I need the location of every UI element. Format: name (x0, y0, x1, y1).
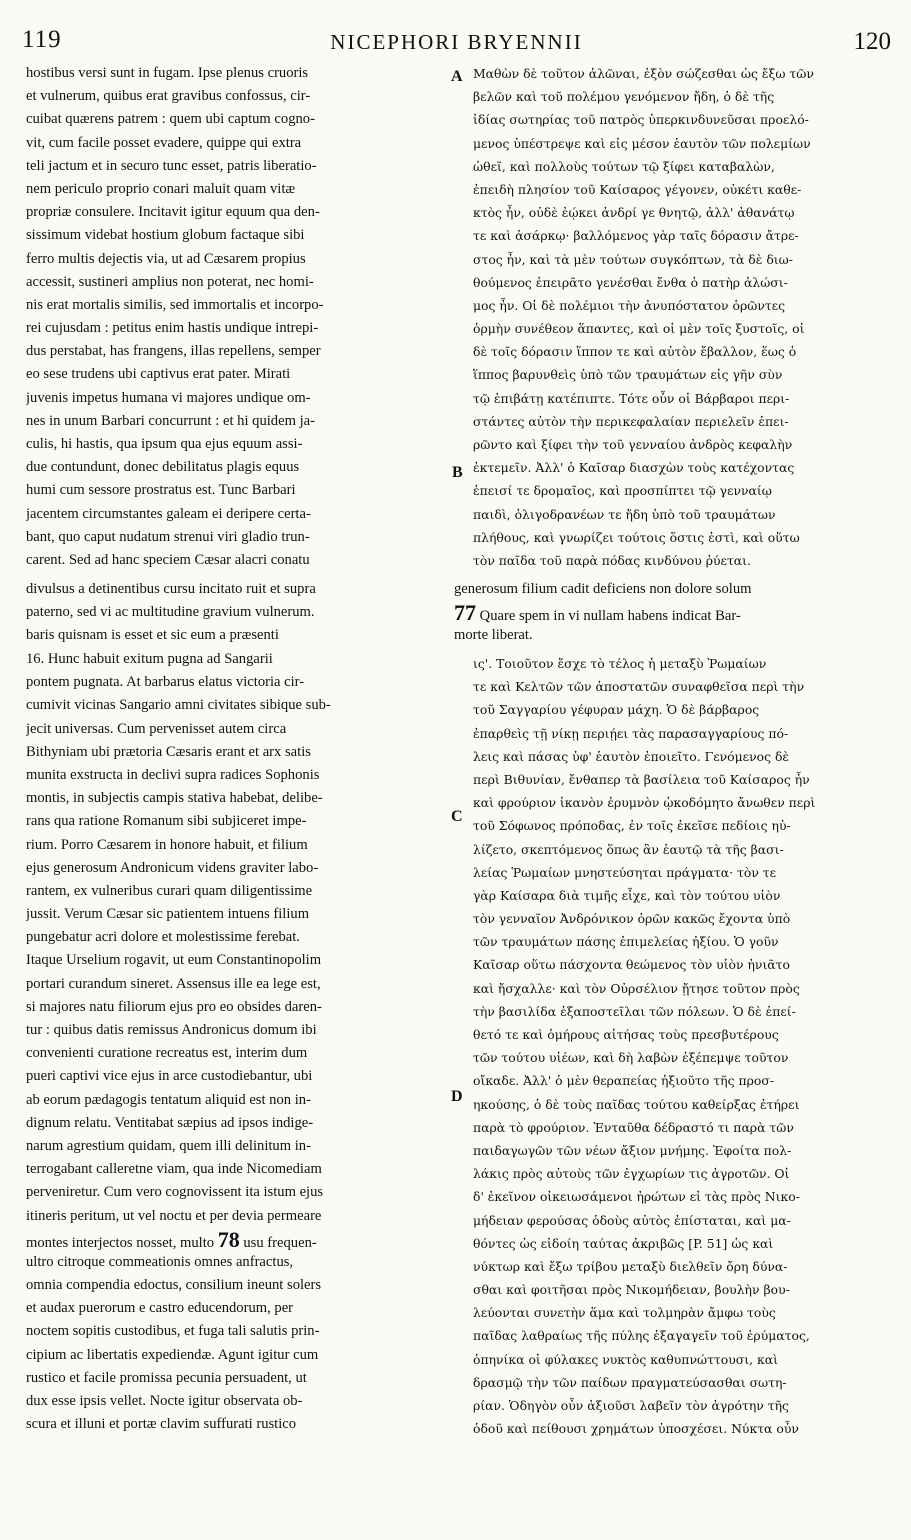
latin-bottom-line: scura et illuni et portæ clavim suffurati rustico (26, 1416, 297, 1433)
latin-bottom-line: si majores natu filiorum ejus pro eo obsides daren- (26, 998, 322, 1015)
page-number-right: 120 (853, 28, 891, 55)
latin-bottom-line: cipium ac libertatis expediendæ. Agunt igitur cum (26, 1346, 319, 1363)
latin-top-line: teli jactum et in securo tunc esset, patris liberatio- (26, 157, 317, 174)
transition-line-3-left: baris quisnam is esset et sic eum a præsenti (26, 627, 279, 643)
greek-top-line: Μαθὼν δὲ τοῦτον ἁλῶναι, ἐξὸν σώζεσθαι ὡς ἔξω τῶν (473, 66, 814, 81)
latin-top-line: nem periculo proprio conari maluit quam vitæ (26, 180, 296, 197)
latin-top-line: dus perstabat, has frangens, illas repellens, semper (26, 343, 321, 360)
greek-bottom-line: νύκτωρ καὶ ἔξω τρίβου μεταξὺ διελθεῖν ὄρη δύνα- (473, 1258, 788, 1274)
latin-top-line: propriæ consulere. Incitavit igitur equum qua den- (26, 204, 320, 221)
latin-bottom-line: Bithyniam ubi prætoria Cæsaris erant et arx satis (26, 743, 311, 760)
greek-top-line: παιδὶ, ὀλιγοδρανέων τε ἤδη ὑπὸ τοῦ τραυμάτων (473, 506, 776, 522)
greek-bottom-line: λείας Ῥωμαίων μνηστεύσηται πράγματα· τὸν τε (473, 864, 777, 880)
transition-line-1 (26, 578, 883, 601)
latin-bottom-line: pontem pugnata. At barbarus elatus victoria cir- (26, 674, 305, 691)
latin-top-line: hostibus versi sunt in fugam. Ipse plenus cruoris (26, 65, 309, 81)
latin-top-line: eo sese trudens ubi captivus erat pater. Mirati (26, 366, 291, 383)
latin-top-line: bant, quo caput nudatum strenui viri gladio trun- (26, 528, 310, 545)
greek-bottom-line: οἴκαδε. Ἀλλ' ὁ μὲν θεραπείας ἠξιοῦτο τῆς προσ- (473, 1073, 774, 1089)
latin-top-line: nis erat mortalis similis, sed immortalis et incorpo- (26, 296, 324, 313)
latin-top-line: carent. Sed ad hanc speciem Cæsar alacri conatu (26, 551, 310, 568)
latin-bottom-line: ab eorum pædagogis tentatum aliquid est non in- (26, 1091, 311, 1108)
latin-bottom-line: et audax puerorum e castro educendorum, per (26, 1300, 294, 1317)
greek-bottom-line: καὶ φρούριον ἱκανὸν ἐρυμνὸν ᾠκοδόμητο ἄνωθεν περὶ (473, 795, 816, 811)
latin-bottom-line: itineris peritum, ut vel noctu et per devia permeare (26, 1207, 322, 1224)
greek-bottom-line: δρασμῷ τὴν τῶν παίδων πραγματεύσασθαι σωτη- (473, 1374, 787, 1390)
greek-bottom-line: σθαι καὶ φοιτῆσαι πρὸς Νικομήδειαν, βουλὴν βου- (473, 1282, 790, 1298)
greek-bottom-line: τῶν τραυμάτων πάσης ἐπιμελείας ἠξίου. Ὁ γοῦν (473, 934, 779, 950)
latin-bottom-line: rustico et facile promissa pecunia persuadent, ut (26, 1369, 307, 1386)
latin-bottom-line: munita exstructa in declivi supra radices Sophonis (26, 766, 320, 783)
latin-column-top (26, 62, 446, 572)
greek-bottom-line: τοῦ Σαγγαρίου γέφυραν μάχη. Ὁ δὲ βάρβαρος (473, 702, 760, 718)
latin-bottom-line: jussit. Verum Cæsar sic patientem intuens filium (26, 906, 310, 923)
latin-bottom-line: dignum relatu. Ventitabat sæpius ad ipsos indige- (26, 1114, 314, 1131)
latin-column-bottom (26, 648, 446, 1436)
greek-bottom-line: ὁπηνίκα οἱ φύλακες νυκτὸς καθυπνώττουσι, καὶ (473, 1351, 778, 1367)
greek-top-line: μος ἦν. Οἱ δὲ πολέμιοι τὴν ἀνυπόστατον ὁρῶντες (473, 297, 786, 313)
running-title: NICEPHORI BRYENNII (330, 30, 583, 54)
greek-top-line: ρῶντο καὶ ξίφει τὴν τοῦ γενναίου ἀνδρὸς κεφαλὴν (473, 437, 793, 452)
greek-top-line: ἐπειδὴ πλησίον τοῦ Καίσαρος γέγονεν, οὐκέτι καθε- (473, 181, 802, 197)
running-header (22, 26, 891, 62)
greek-bottom-line: τῶν τούτου υἱέων, καὶ δὴ λαβὼν ἐξέπεμψε τοῦτον (473, 1050, 789, 1066)
line-continuation: usu frequen- (239, 1234, 317, 1251)
greek-bottom-line: ρίαν. Ὁδηγὸν οὖν ἀξιοῦσι λαβεῖν τὸν ἀγρότην τῆς (473, 1398, 789, 1413)
latin-top-line: accessit, sustineri amplius non poterat, nec homi- (26, 273, 314, 290)
greek-top-line: στος ἦν, καὶ τὰ μὲν τούτων συγκόπτων, τὰ δὲ διω- (473, 251, 793, 267)
latin-bottom-line: Itaque Urselium rogavit, ut eum Constantinopolim (26, 952, 322, 969)
greek-top-line: ἰδίας σωτηρίας τοῦ πατρὸς ὑπερκινδυνεῦσαι προελό- (473, 112, 809, 128)
latin-top-line: rei cujusdam : petitus enim hastis undique intrepi- (26, 320, 319, 337)
transition-line-3-right: morte liberat. (454, 627, 533, 643)
greek-bottom-line: παιδαγωγῶν τῶν νέων ἄξιον μνήμης. Ἐφοίτα πολ- (473, 1142, 792, 1158)
greek-top-line: στάντες αὐτὸν τὴν περικεφαλαίαν περιελεῖν ἐπει- (473, 413, 789, 429)
greek-top-line: τε καὶ ἀσάρκῳ· βαλλόμενος γὰρ ταῖς δόρασιν ἄτρε- (473, 228, 799, 244)
column-marker-77: 77 (454, 601, 476, 625)
greek-top-line: ὁρμὴν συνέθεον ἅπαντες, καὶ οἱ μὲν τοῖς ξυστοῖς, οἱ (473, 321, 805, 337)
column-marker-78: 78 (217, 1227, 240, 1251)
greek-top-line: θούμενος ἐπειρᾶτο γενέσθαι ἔνθα ὁ πατὴρ ἀλώσι- (473, 274, 788, 290)
latin-bottom-line: rans qua ratione Romanum sibi subjiceret impe- (26, 813, 307, 830)
greek-bottom-line: λεις καὶ πάσας ὑφ' ἑαυτὸν ἐποιεῖτο. Γενόμενος δὲ (473, 748, 790, 764)
latin-bottom-line: pungebatur acri dolore et molestissime ferebat. (26, 929, 300, 946)
margin-letter-a: A (451, 68, 463, 85)
latin-top-line: et vulnerum, quibus erat gravibus confossus, cir- (26, 88, 311, 105)
latin-top-line: nes in unum Barbari concurrunt : et hi quidem ja- (26, 412, 315, 429)
latin-bottom-line: rantem, ex vulneribus curari quam diligentissime (26, 882, 313, 899)
latin-top-line: juvenis impetus humana vi majores undique om- (26, 389, 311, 406)
greek-top-line: ἐκτεμεῖν. Ἀλλ' ὁ Καῖσαρ διασχὼν τοὺς κατέχοντας (473, 460, 795, 476)
margin-letter-b: B (452, 464, 463, 481)
latin-bottom-line: rium. Porro Cæsarem in honore habuit, et filium (26, 836, 308, 853)
latin-top-line: humi cum sessore prostratus est. Tunc Barbari (26, 482, 296, 499)
latin-bottom-line: montis, in subjectis campis stativa habebat, delibe- (26, 790, 323, 807)
latin-bottom-line: perveniretur. Cum vero cognovissent ita istum ejus (26, 1184, 324, 1201)
greek-bottom-line: ἐπαρθεὶς τῇ νίκῃ περιῄει τὰς παρασαγγαρίους πό- (473, 725, 789, 741)
greek-bottom-line: ὁδοῦ καὶ πείθουσι χρημάτων ὑποσχέσει. Νύκτα οὖν (473, 1421, 799, 1437)
greek-bottom-line: θετό τε καὶ ὁμήρους αἰτήσας τοὺς πρεσβυτέρους (473, 1027, 779, 1042)
latin-bottom-line: portari curandum sineret. Assensus ille ea lege est, (26, 975, 321, 992)
transition-line-3 (26, 624, 883, 647)
greek-column-bottom (473, 652, 883, 1440)
transition-lines (26, 578, 883, 648)
greek-bottom-line: τὸν γενναῖον Ἀνδρόνικον ὁρῶν κακῶς ἔχοντα ὑπὸ (473, 911, 791, 927)
transition-line-1-left: divulsus a detinentibus cursu incitato ruit et supra (26, 581, 316, 597)
latin-top-line: culis, hi hastis, qua ipsum qua ejus equum assi- (26, 436, 303, 452)
greek-bottom-line: περὶ Βιθυνίαν, ἔνθαπερ τὰ βασίλεια τοῦ Καίσαρος ἦν (473, 771, 810, 787)
latin-top-line: sissimum videbat hostium globum factaque sibi (26, 227, 305, 244)
page-number-left: 119 (22, 26, 62, 53)
latin-bottom-line: tur : quibus datis remissus Andronicus domum ibi (26, 1022, 317, 1038)
latin-bottom-line: ejus generosum Andronicum videns graviter labo- (26, 859, 319, 876)
transition-line-2 (26, 601, 883, 624)
latin-bottom-line: convenienti curatione recreatus est, interim dum (26, 1045, 308, 1062)
greek-top-line: πλήθους, καὶ γνωρίζει τούτοις ὅστις ἐστὶ, καὶ οὕτω (473, 529, 800, 545)
greek-bottom-line: ις'. Τοιοῦτον ἔσχε τὸ τέλος ἡ μεταξὺ Ῥωμαίων (473, 656, 767, 671)
greek-bottom-line: τε καὶ Κελτῶν τῶν ἀποστατῶν συναφθεῖσα περὶ τὴν (473, 679, 805, 695)
latin-bottom-line: 16. Hunc habuit exitum pugna ad Sangarii (26, 651, 273, 667)
latin-top-line: cuibat quærens patrem : quem ubi captum cogno- (26, 111, 315, 128)
latin-bottom-line: montes interjectos nosset, multo 78 usu frequen- (26, 1227, 317, 1251)
latin-bottom-line: dux esse ipsis vellet. Nocte igitur observata ob- (26, 1393, 303, 1409)
greek-bottom-line: δ' ἐκεῖνον οἰκειωσάμενοι ἠρώτων εἰ τὰς πρὸς Νικο- (473, 1189, 800, 1205)
latin-bottom-line: noctem sopitis custodibus, et fuga tali salutis prin- (26, 1323, 320, 1340)
greek-bottom-line: λίζετο, σκεπτόμενος ὅπως ἂν ἑαυτῷ τὰ τῆς βασι- (473, 841, 784, 857)
greek-bottom-line: λάκις πρὸς αὐτοὺς τῶν ἐγχωρίων τις ἀγροτῶν. Οἱ (473, 1166, 790, 1182)
greek-top-line: ἵππος βαρυνθεὶς ὑπὸ τῶν τραυμάτων εἰς γῆν σὺν (473, 367, 783, 383)
transition-line-1-right: generosum filium cadit deficiens non dolore solum (454, 581, 752, 597)
latin-bottom-line: jecit universas. Cum pervenisset autem circa (26, 720, 287, 737)
greek-top-line: μενος ὑπέστρεψε καὶ εἰς μέσον ἑαυτὸν τῶν πολεμίων (473, 135, 811, 151)
greek-top-line: τῷ ἐπιβάτῃ κατέπιπτε. Τότε οὖν οἱ Βάρβαροι περι- (473, 390, 790, 406)
greek-bottom-line: παρὰ τὸ φρούριον. Ἐνταῦθα δέδραστό τι παρὰ τῶν (473, 1119, 794, 1135)
latin-top-line: jacentem circumstantes galeam ei deripere certa- (26, 505, 311, 522)
greek-bottom-line: λεύονται συνετὴν ἅμα καὶ τολμηρὰν ἄμφω τοὺς (473, 1305, 776, 1321)
greek-bottom-line: τὴν βασιλίδα ἐξαποστεῖλαι τῶν πόλεων. Ὁ δὲ ἐπεί- (473, 1003, 796, 1019)
greek-bottom-line: παῖδας λαθραίως τῆς πύλης ἐξαγαγεῖν τοῦ ἐρύματος, (473, 1328, 810, 1344)
greek-top-line: δὲ τοῖς δόρασιν ἵππον τε καὶ αὐτὸν ἔβαλλον, ἕως ὁ (473, 344, 797, 360)
transition-line-2-left: paterno, sed vi ac multitudine gravium vulnerum. (26, 604, 315, 620)
latin-bottom-line: omnia compendia edoctus, consilium ineunt solers (26, 1277, 322, 1294)
margin-letter-d: D (451, 1088, 463, 1105)
greek-bottom-line: θόντες ὡς εἰδοίη ταύτας ἀκριβῶς [P. 51] ὡς καὶ (473, 1235, 774, 1251)
greek-top-line: ἐπεισί τε δρομαῖος, καὶ προσπίπτει τῷ γενναίῳ (473, 483, 772, 499)
greek-bottom-line: γὰρ Καίσαρα διὰ τιμῆς εἶχε, καὶ τὸν τούτου υἱὸν (473, 887, 781, 903)
latin-bottom-line: ultro citroque commeationis omnes anfractus, (26, 1253, 294, 1270)
greek-column-top (473, 62, 883, 572)
latin-bottom-line: pueri captivi vice ejus in arce custodiebantur, ubi (26, 1068, 313, 1085)
latin-top-line: vit, cum facile posset evadere, quippe qui extra (26, 134, 302, 151)
greek-bottom-line: τοῦ Σόφωνος πρόποδας, ἐν τοῖς ἐκεῖσε πεδίοις ηὐ- (473, 818, 791, 834)
latin-bottom-line: narum agrestium quidam, quem illi delinitum in- (26, 1137, 311, 1154)
latin-bottom-line: terrogabant calleretne viam, qua inde Nicomediam (26, 1161, 322, 1178)
greek-bottom-line: καὶ ἤσχαλλε· καὶ τὸν Οὐρσέλιον ᾔτησε τοῦτον πρὸς (473, 980, 800, 996)
greek-bottom-line: Καῖσαρ οὕτω πάσχοντα θεώμενος τὸν υἱὸν ἠνιᾶτο (473, 957, 790, 973)
transition-line-2-right: Quare spem in vi nullam habens indicat Bar- (476, 608, 741, 624)
greek-bottom-line: ηκούσης, ὁ δὲ τοὺς παῖδας τούτου καθείρξας ἐτήρει (473, 1096, 800, 1112)
greek-top-line: κτὸς ἦν, οὐδὲ ἐῴκει ἀνδρί γε θνητῷ, ἀλλ' ἀθανάτῳ (473, 205, 795, 221)
greek-top-line: τὸν παῖδα τοῦ παρὰ πόδας κινδύνου ῥύεται. (473, 552, 751, 568)
margin-letter-c: C (451, 808, 463, 825)
greek-bottom-line: μήδειαν φερούσας ὁδοὺς αὐτὸς ἐπίσταται, καὶ μα- (473, 1212, 791, 1228)
greek-top-line: ὠθεῖ, καὶ πολλοὺς τούτων τῷ ξίφει καταβαλὼν, (473, 158, 775, 174)
greek-top-line: βελῶν καὶ τοῦ πολέμου γενόμενον ἤδη, ὁ δὲ τῆς (473, 89, 775, 105)
latin-bottom-line: cumivit vicinas Sangario amni civitates sibique sub- (26, 697, 331, 714)
latin-top-line: due contundunt, donec debilitatus plagis equus (26, 459, 300, 476)
latin-top-line: ferro multis dejectis via, ut ad Cæsarem propius (26, 250, 306, 267)
